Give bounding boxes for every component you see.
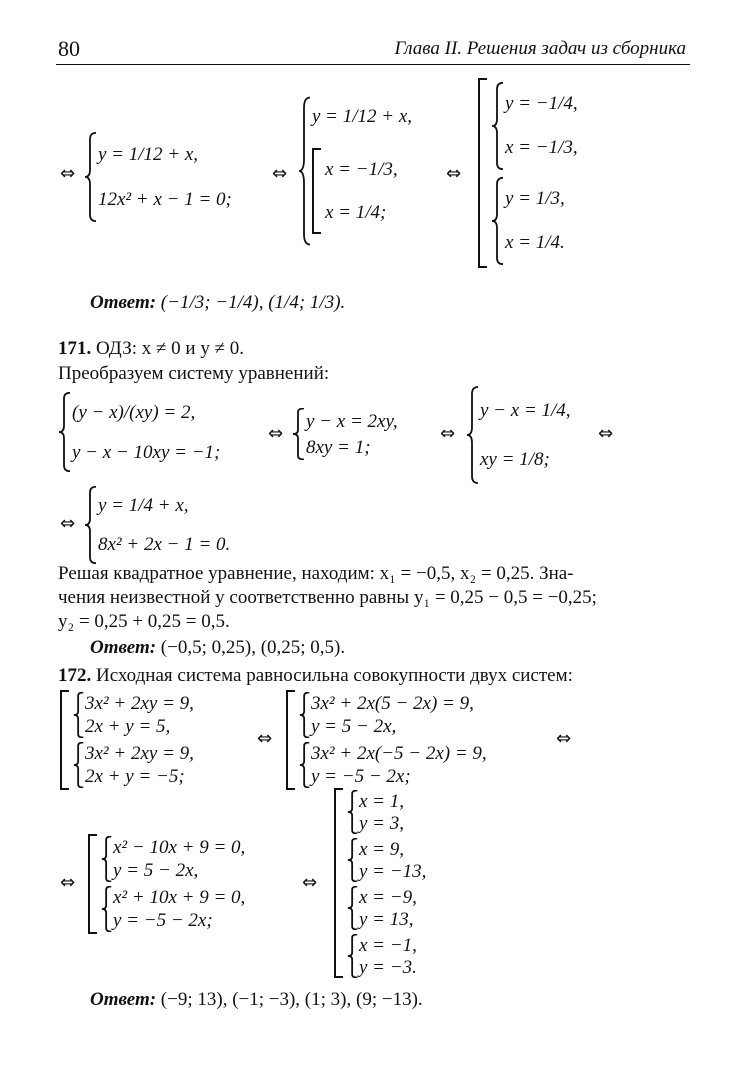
equation: x = −9,	[359, 886, 417, 908]
brace-icon	[347, 838, 359, 882]
bracket	[286, 690, 295, 790]
equation: y − x = 1/4,	[480, 400, 571, 421]
header-rule	[56, 64, 690, 65]
system	[299, 692, 487, 738]
equation: 3x² + 2xy = 9,	[85, 693, 194, 714]
collection-170-3	[478, 78, 578, 268]
system	[347, 934, 426, 978]
solution-line: чения неизвестной y соответственно равны y₁ = 0,25 − 0,5 = −0,25;	[58, 587, 597, 608]
system	[491, 177, 578, 265]
equation: y = 5 − 2x,	[113, 860, 199, 881]
equation: y = 1/12 + x,	[98, 144, 199, 165]
answer-label: Ответ:	[90, 989, 157, 1010]
equation: 3x² + 2x(−5 − 2x) = 9,	[311, 743, 487, 764]
equiv-arrow: ⇔	[446, 163, 462, 184]
system-171-2	[292, 408, 398, 460]
problem-172-header	[58, 665, 573, 687]
brace-icon	[347, 934, 359, 978]
bracket	[312, 148, 321, 234]
brace-icon	[347, 886, 359, 930]
system	[101, 886, 245, 932]
brace-icon	[84, 486, 98, 564]
brace-icon	[292, 408, 306, 460]
equation: y = −13,	[359, 860, 427, 882]
system	[491, 82, 578, 170]
equation: (y − x)/(xy) = 2,	[72, 401, 196, 423]
equiv-arrow: ⇔	[302, 872, 318, 893]
system-171-1	[58, 392, 220, 472]
system-170-2	[298, 96, 412, 246]
equation: x² + 10x + 9 = 0,	[113, 887, 246, 908]
equiv-arrow: ⇔	[268, 423, 284, 444]
brace-icon	[298, 96, 312, 246]
system	[101, 836, 245, 882]
system	[299, 742, 487, 788]
system	[73, 692, 194, 738]
system-171-4	[84, 486, 230, 564]
bracket	[60, 690, 69, 790]
system	[73, 742, 194, 788]
answer-value: (−0,5; 0,25), (0,25; 0,5).	[160, 637, 346, 658]
equiv-arrow: ⇔	[60, 163, 76, 184]
equiv-arrow: ⇔	[272, 163, 288, 184]
brace-icon	[466, 386, 480, 484]
answer-label: Ответ:	[90, 637, 157, 658]
equation: y = 3,	[359, 812, 405, 834]
collection-172-2	[286, 690, 487, 790]
collection-172-3	[88, 834, 245, 934]
brace-icon	[101, 836, 113, 882]
brace-icon	[58, 392, 72, 472]
problem-intro: Исходная система равносильна совокупности двух систем:	[96, 665, 573, 686]
answer-171	[90, 637, 345, 659]
problem-number: 171.	[58, 338, 92, 359]
equation: x² − 10x + 9 = 0,	[113, 837, 246, 858]
equation: 3x² + 2xy = 9,	[85, 743, 194, 764]
brace-icon	[299, 692, 311, 738]
brace-icon	[299, 742, 311, 788]
equation: y − x − 10xy = −1;	[72, 441, 221, 463]
brace-icon	[101, 886, 113, 932]
equation: 2x + y = −5;	[85, 766, 185, 787]
equiv-arrow: ⇔	[440, 423, 456, 444]
equiv-arrow: ⇔	[257, 728, 273, 749]
equation: y = −3.	[359, 956, 417, 978]
bracket	[478, 78, 487, 268]
equation: 2x + y = 5,	[85, 716, 171, 737]
equation: x = 9,	[359, 838, 405, 860]
answer-value: (−1/3; −1/4), (1/4; 1/3).	[160, 292, 346, 313]
equation: 3x² + 2x(5 − 2x) = 9,	[311, 693, 474, 714]
problem-number: 172.	[58, 665, 92, 686]
brace-icon	[84, 132, 98, 222]
brace-icon	[347, 790, 359, 834]
equation: y = −5 − 2x;	[113, 910, 213, 931]
equation: 8xy = 1;	[306, 436, 371, 458]
equation: y = −1/4,	[505, 93, 578, 114]
equation: x = 1/4;	[325, 202, 387, 224]
odz: ОДЗ: x ≠ 0 и y ≠ 0.	[96, 338, 245, 359]
equation: y = −5 − 2x;	[311, 766, 411, 787]
collection-172-1	[60, 690, 194, 790]
system	[347, 886, 426, 930]
equation: y = 1/3,	[505, 188, 565, 209]
answer-value: (−9; 13), (−1; −3), (1; 3), (9; −13).	[160, 989, 423, 1010]
equation: x = −1/3,	[325, 159, 398, 181]
brace-icon	[73, 742, 85, 788]
equation: x = 1/4.	[505, 232, 565, 253]
equation: y = 13,	[359, 908, 414, 930]
collection	[312, 148, 412, 234]
brace-icon	[491, 177, 505, 265]
solution-line: Решая квадратное уравнение, находим: x₁ = −0,5, x₂ = 0,25. Зна-	[58, 563, 574, 584]
equation: y − x = 2xy,	[306, 410, 398, 432]
equation: x = −1,	[359, 934, 417, 956]
system	[347, 838, 426, 882]
equation: y = 5 − 2x,	[311, 716, 397, 737]
equation: 8x² + 2x − 1 = 0.	[98, 534, 231, 555]
bracket	[88, 834, 97, 934]
equation: xy = 1/8;	[480, 449, 550, 470]
solution-line: y₂ = 0,25 + 0,25 = 0,5.	[58, 611, 230, 632]
equiv-arrow: ⇔	[60, 872, 76, 893]
running-head: Глава II. Решения задач из сборника	[394, 38, 686, 59]
problem-171-intro: Преобразуем систему уравнений:	[58, 363, 330, 384]
equation: 12x² + x − 1 = 0;	[98, 189, 232, 210]
collection-172-4	[334, 788, 426, 978]
system-170-1	[84, 132, 232, 222]
equation: y = 1/12 + x,	[312, 105, 413, 127]
equation: x = −1/3,	[505, 137, 578, 158]
equiv-arrow: ⇔	[60, 513, 76, 534]
equiv-arrow: ⇔	[598, 423, 614, 444]
equiv-arrow: ⇔	[556, 728, 572, 749]
problem-171-header	[58, 338, 244, 360]
equation: y = 1/4 + x,	[98, 495, 189, 516]
brace-icon	[491, 82, 505, 170]
equation: x = 1,	[359, 790, 405, 812]
answer-172	[90, 989, 423, 1011]
page-number: 80	[58, 36, 80, 61]
system-171-3	[466, 386, 571, 484]
answer-label: Ответ:	[90, 292, 157, 313]
answer-170	[90, 292, 345, 314]
bracket	[334, 788, 343, 978]
brace-icon	[73, 692, 85, 738]
system	[347, 790, 426, 834]
